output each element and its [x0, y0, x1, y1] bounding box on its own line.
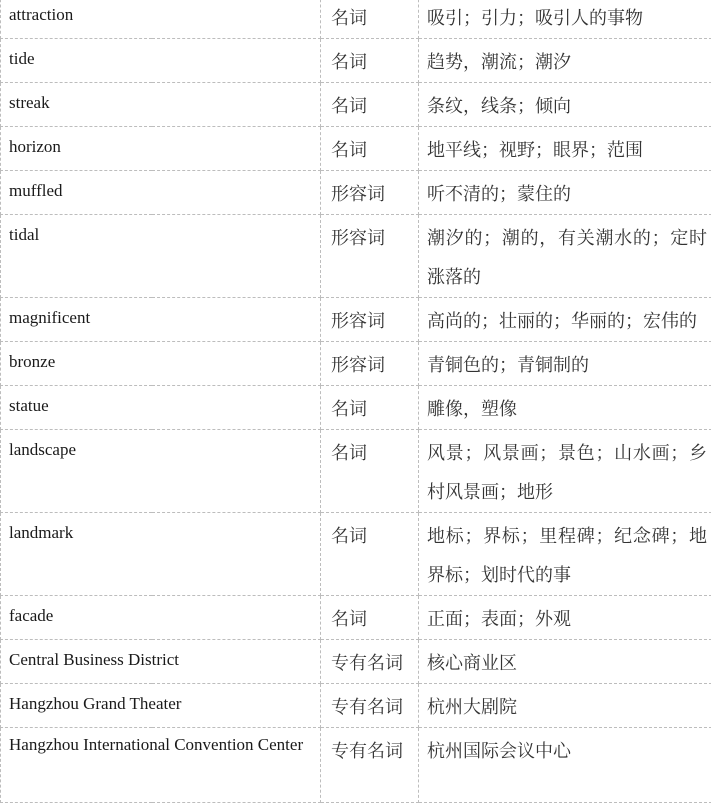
part-of-speech-cell: 专有名词 — [321, 684, 419, 728]
word-cell: streak — [1, 83, 321, 127]
table-row — [1, 215, 711, 298]
part-of-speech-cell: 专有名词 — [321, 728, 419, 803]
table-row — [1, 0, 711, 39]
vocabulary-table-body — [1, 0, 711, 803]
word-cell: magnificent — [1, 298, 321, 342]
table-row — [1, 39, 711, 83]
word-cell: tidal — [1, 215, 321, 298]
word-cell: bronze — [1, 342, 321, 386]
part-of-speech-cell: 形容词 — [321, 215, 419, 298]
word-cell: Hangzhou International Convention Center — [1, 728, 321, 803]
definition-cell: 雕像，塑像 — [419, 386, 711, 430]
table-row — [1, 171, 711, 215]
table-row — [1, 596, 711, 640]
part-of-speech-cell: 名词 — [321, 386, 419, 430]
definition-cell: 听不清的；蒙住的 — [419, 171, 711, 215]
definition-cell: 高尚的；壮丽的；华丽的；宏伟的 — [419, 298, 711, 342]
part-of-speech-cell: 名词 — [321, 0, 419, 39]
definition-cell: 青铜色的；青铜制的 — [419, 342, 711, 386]
definition-cell: 潮汐的；潮的，有关潮水的；定时涨落的 — [419, 215, 711, 298]
definition-cell: 杭州国际会议中心 — [419, 728, 711, 803]
table-row — [1, 513, 711, 596]
definition-cell: 地标；界标；里程碑；纪念碑；地界标；划时代的事 — [419, 513, 711, 596]
word-cell: landmark — [1, 513, 321, 596]
definition-cell: 趋势，潮流；潮汐 — [419, 39, 711, 83]
table-row — [1, 728, 711, 803]
part-of-speech-cell: 名词 — [321, 513, 419, 596]
part-of-speech-cell: 专有名词 — [321, 640, 419, 684]
word-cell: statue — [1, 386, 321, 430]
table-row — [1, 386, 711, 430]
table-row — [1, 640, 711, 684]
word-cell: facade — [1, 596, 321, 640]
word-cell: landscape — [1, 430, 321, 513]
definition-cell: 风景；风景画；景色；山水画；乡村风景画；地形 — [419, 430, 711, 513]
definition-cell: 核心商业区 — [419, 640, 711, 684]
part-of-speech-cell: 名词 — [321, 127, 419, 171]
word-cell: tide — [1, 39, 321, 83]
word-cell: horizon — [1, 127, 321, 171]
part-of-speech-cell: 名词 — [321, 430, 419, 513]
part-of-speech-cell: 形容词 — [321, 171, 419, 215]
word-cell: Central Business District — [1, 640, 321, 684]
definition-cell: 吸引；引力；吸引人的事物 — [419, 0, 711, 39]
table-row — [1, 342, 711, 386]
part-of-speech-cell: 形容词 — [321, 298, 419, 342]
part-of-speech-cell: 名词 — [321, 83, 419, 127]
word-cell: Hangzhou Grand Theater — [1, 684, 321, 728]
table-row — [1, 430, 711, 513]
table-row — [1, 127, 711, 171]
table-row — [1, 684, 711, 728]
word-cell: attraction — [1, 0, 321, 39]
part-of-speech-cell: 名词 — [321, 596, 419, 640]
table-row — [1, 298, 711, 342]
word-cell: muffled — [1, 171, 321, 215]
part-of-speech-cell: 形容词 — [321, 342, 419, 386]
definition-cell: 地平线；视野；眼界；范围 — [419, 127, 711, 171]
part-of-speech-cell: 名词 — [321, 39, 419, 83]
definition-cell: 正面；表面；外观 — [419, 596, 711, 640]
definition-cell: 条纹，线条；倾向 — [419, 83, 711, 127]
table-row — [1, 83, 711, 127]
definition-cell: 杭州大剧院 — [419, 684, 711, 728]
